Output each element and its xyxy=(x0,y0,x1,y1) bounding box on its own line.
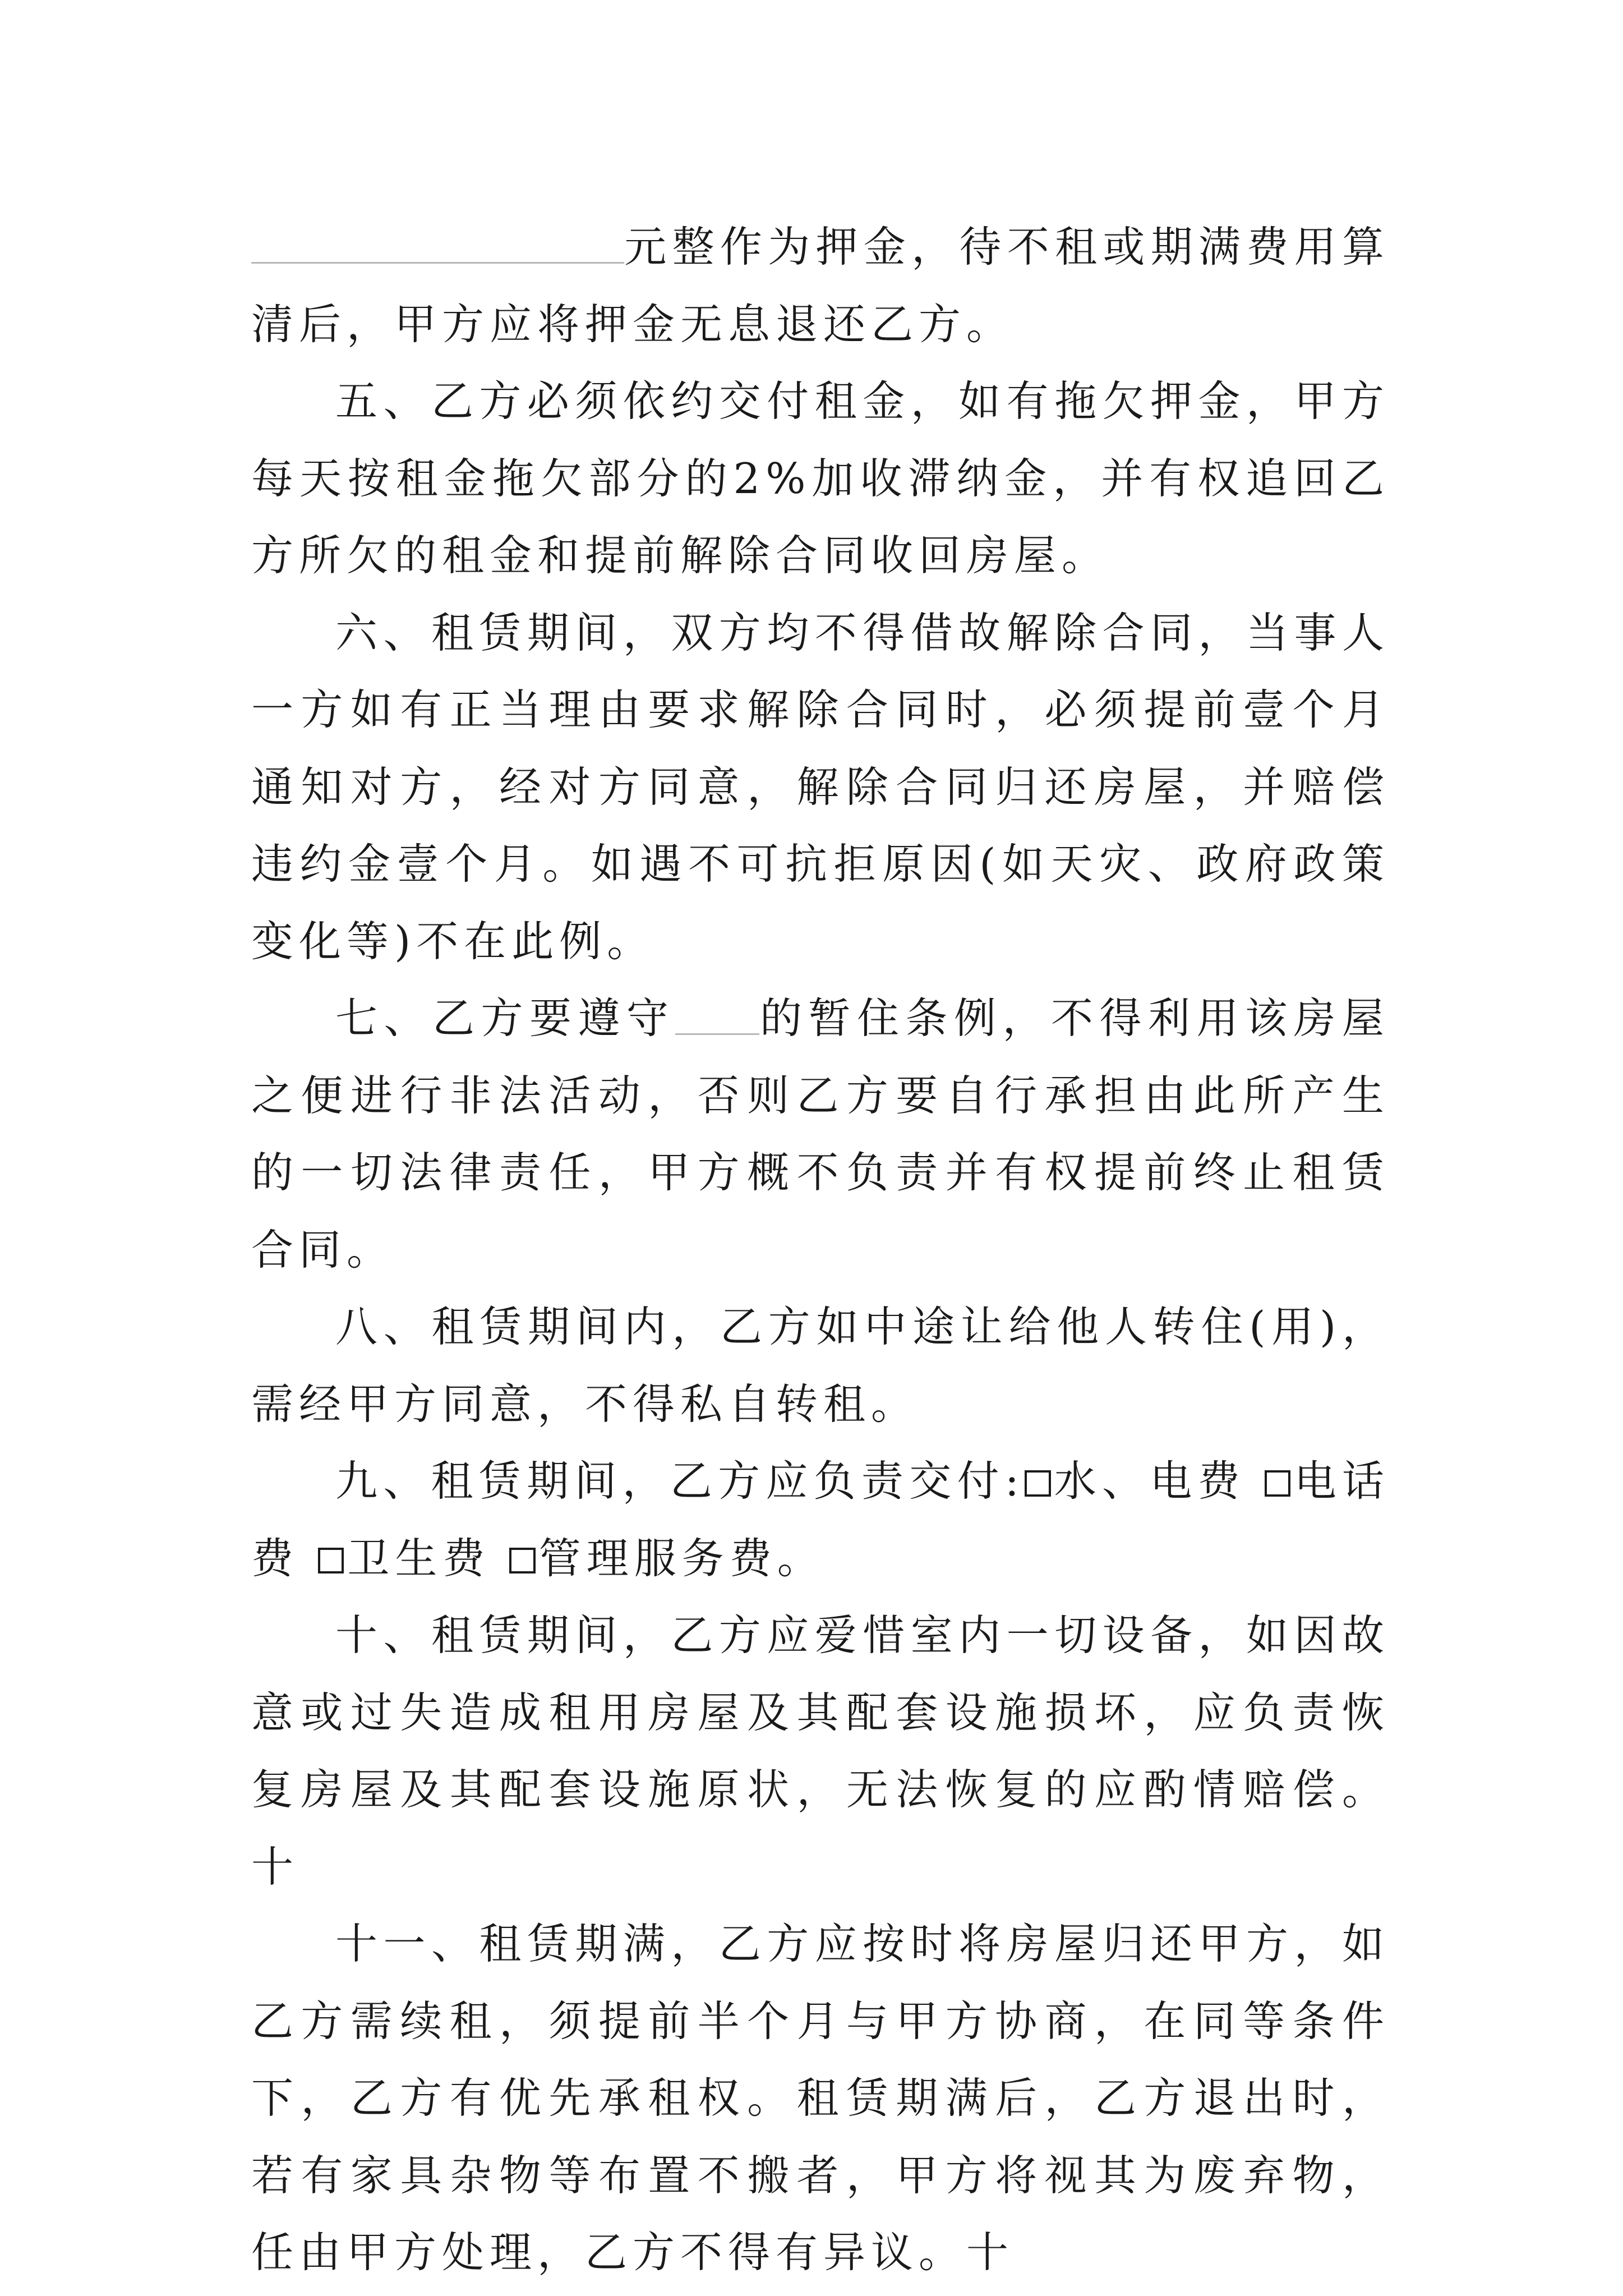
paragraph-clause-10: 十、租赁期间，乙方应爱惜室内一切设备，如因故意或过失造成租用房屋及其配套设施损坏，应负责恢复房屋及其配套设施原状，无法恢复的应酌情赔偿。十 xyxy=(251,1611,1390,1892)
option-water-electric: 水、电费 xyxy=(1054,1456,1246,1506)
checkbox-icon[interactable] xyxy=(509,1548,536,1574)
paragraph-clause-6: 六、租赁期间，双方均不得借故解除合同，当事人一方如有正当理由要求解除合同时，必须提前壹个月通知对方，经对方同意，解除合同归还房屋，并赔偿违约金壹个月。如遇不可抗拒原因(如天灾、政府政策变化等)不在此例。 xyxy=(251,608,1390,966)
paragraph-clause-9 xyxy=(251,1443,1390,1597)
deposit-amount-blank[interactable] xyxy=(251,220,624,264)
regulation-location-blank[interactable] xyxy=(675,991,759,1035)
paragraph-clause-7 xyxy=(251,980,1390,1289)
option-telephone: 电话费 xyxy=(251,1456,1390,1583)
paragraph-deposit-continued xyxy=(251,209,1390,363)
paragraph-clause-11: 十一、租赁期满，乙方应按时将房屋归还甲方，如乙方需续租，须提前半个月与甲方协商，在同等条件下，乙方有优先承租权。租赁期满后，乙方退出时，若有家具杂物等布置不搬者，甲方将视其为废弃物，任由甲方处理，乙方不得有异议。十 xyxy=(251,1919,1390,2277)
document-page xyxy=(251,209,1390,2292)
paragraph-clause-8: 八、租赁期间内，乙方如中途让给他人转住(用)，需经甲方同意，不得私自转租。 xyxy=(251,1302,1390,1429)
clause-7-after-text: 的暂住条例，不得利用该房屋之便进行非法活动，否则乙方要自行承担由此所产生的一切法律责任，甲方概不负责并有权提前终止租赁合同。 xyxy=(251,993,1390,1274)
checkbox-icon[interactable] xyxy=(318,1548,344,1574)
checkbox-icon[interactable] xyxy=(1025,1470,1051,1497)
option-sanitation: 卫生费 xyxy=(347,1533,491,1583)
paragraph-deposit-text: 元整作为押金，待不租或期满费用算清后，甲方应将押金无息退还乙方。 xyxy=(251,222,1390,349)
clause-9-end: 。 xyxy=(777,1533,825,1583)
clause-7-before-text: 七、乙方要遵守 xyxy=(335,993,675,1043)
paragraph-clause-5: 五、乙方必须依约交付租金，如有拖欠押金，甲方每天按租金拖欠部分的2%加收滞纳金，并有权追回乙方所欠的租金和提前解除合同收回房屋。 xyxy=(251,376,1390,580)
option-management-service: 管理服务费 xyxy=(538,1533,777,1583)
checkbox-icon[interactable] xyxy=(1265,1470,1291,1497)
clause-9-lead-text: 九、租赁期间，乙方应负责交付: xyxy=(335,1456,1025,1506)
